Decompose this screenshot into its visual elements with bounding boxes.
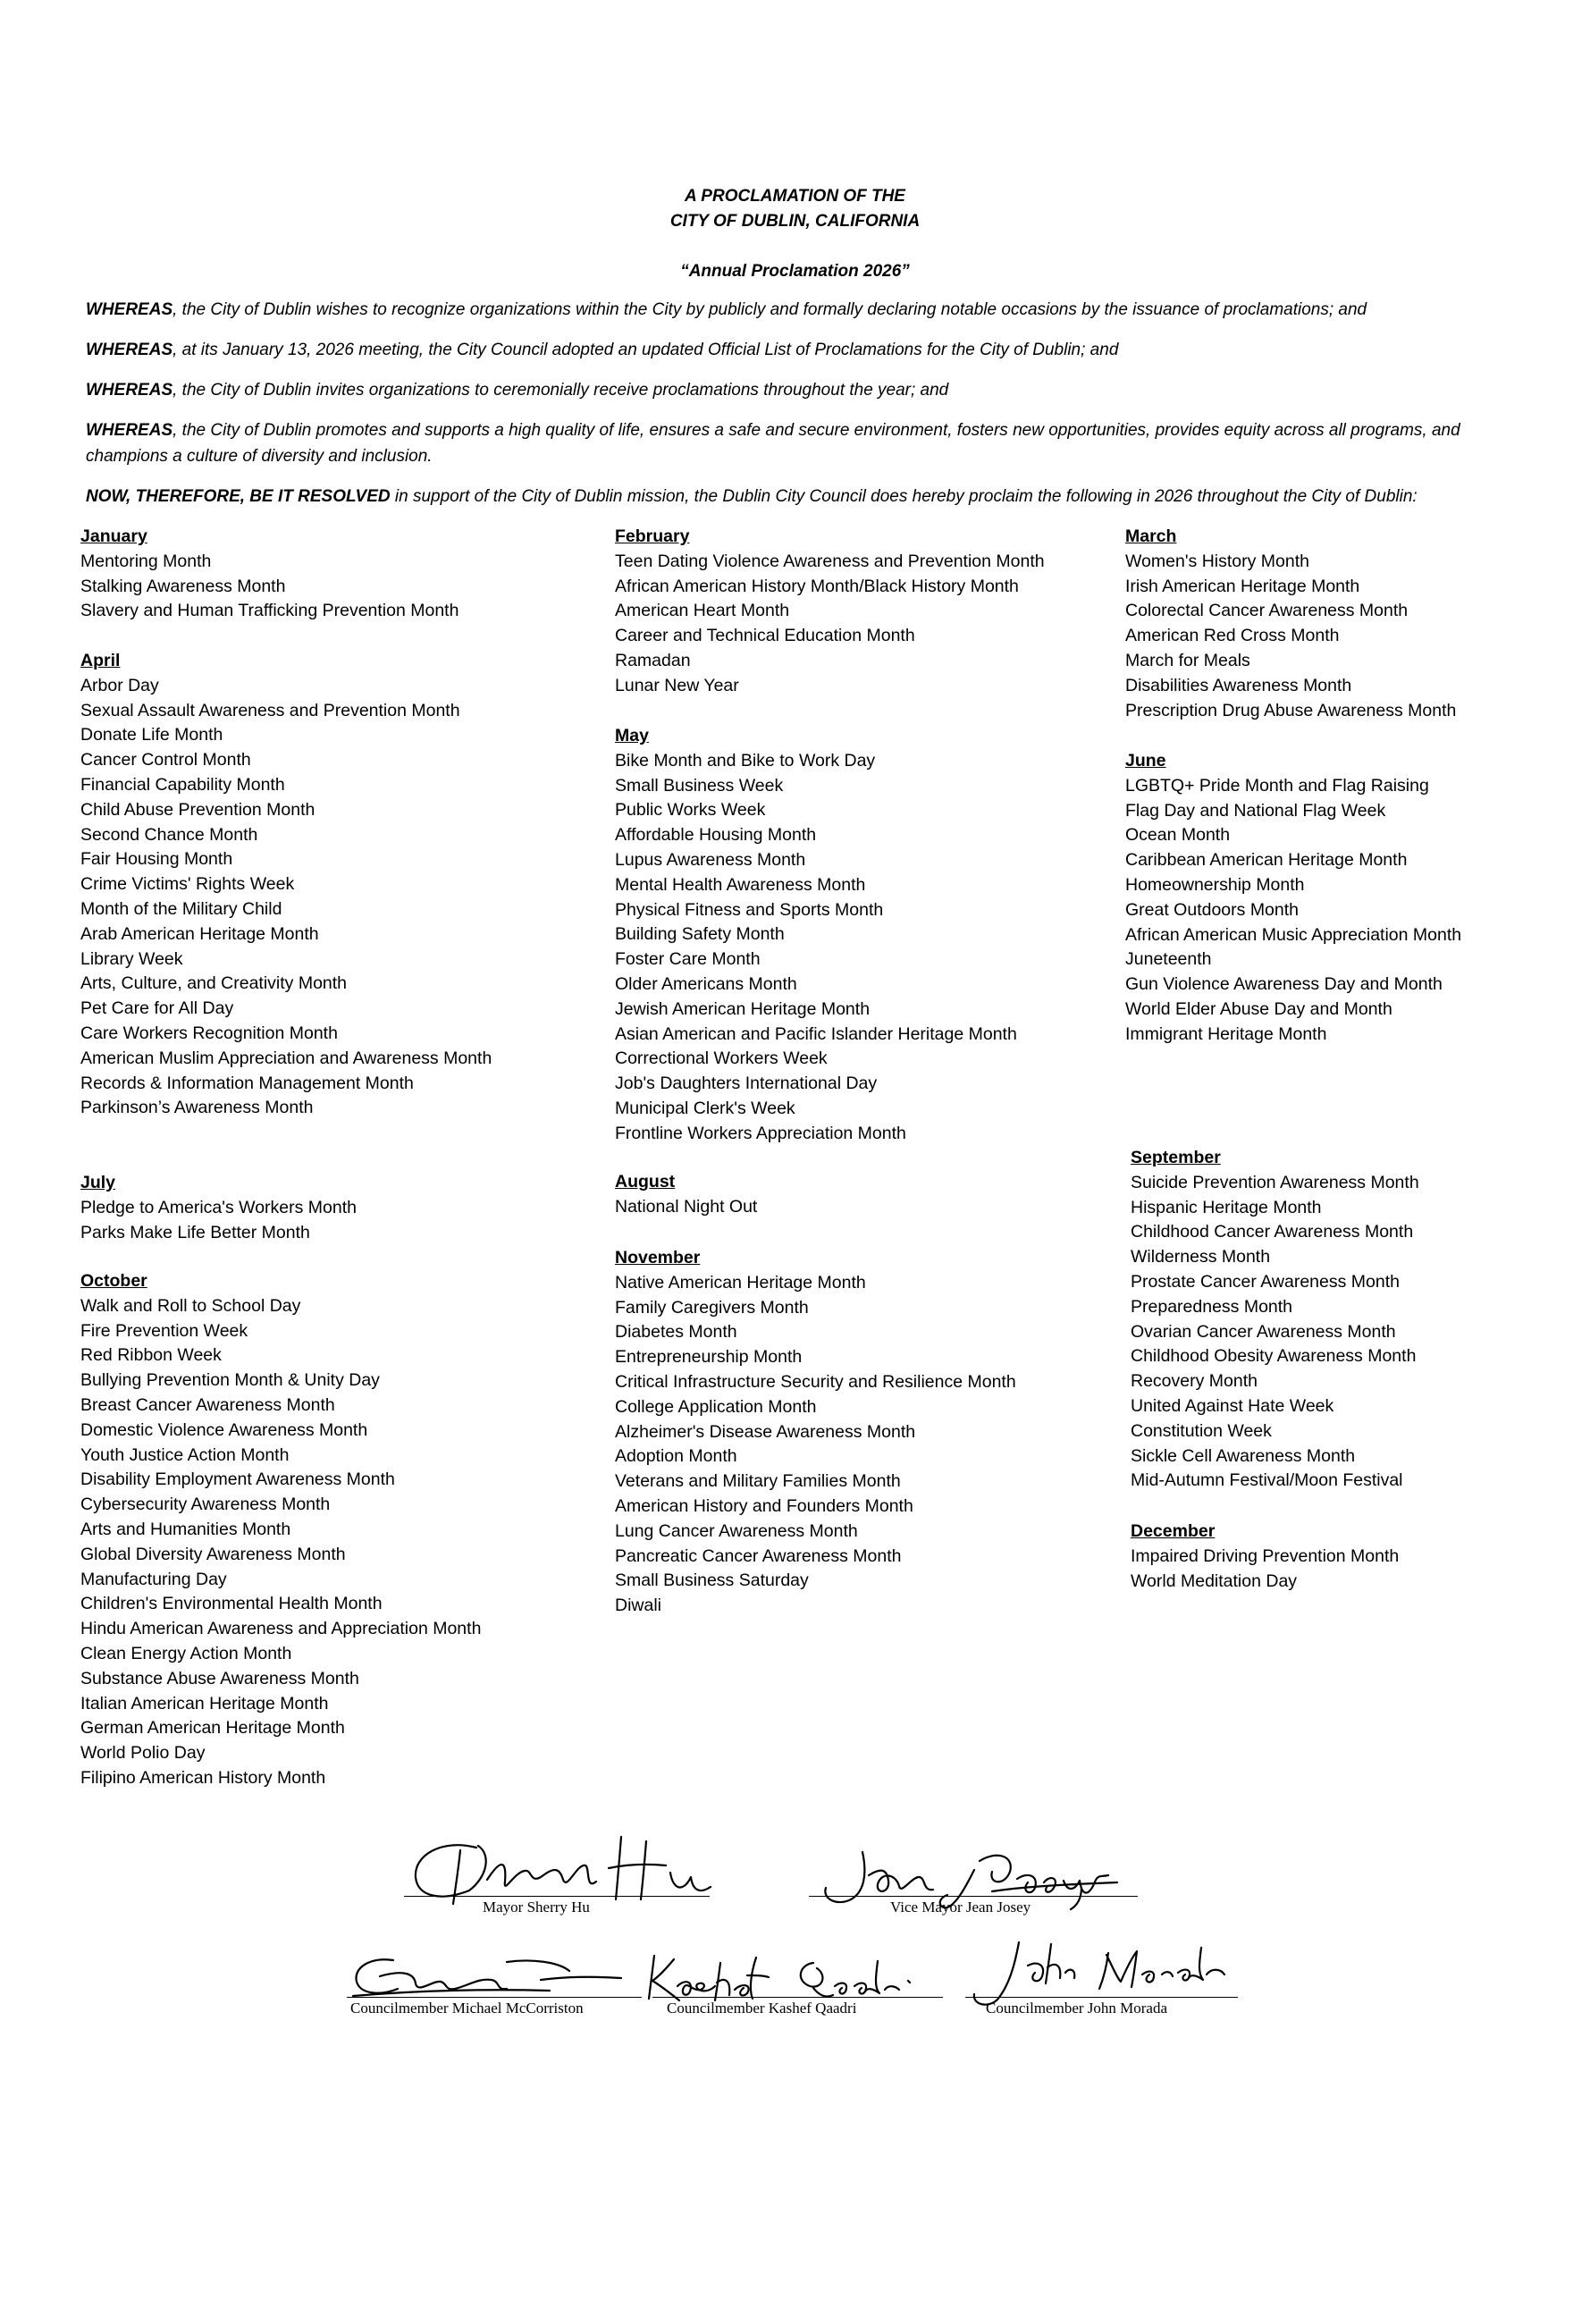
proclamation-item: Homeownership Month (1125, 874, 1305, 895)
proclamation-list (1125, 550, 1456, 724)
proclamation-item: Children's Environmental Health Month (80, 1594, 383, 1614)
proclamation-item: Mental Health Awareness Month (615, 874, 866, 895)
proclamation-item: Wilderness Month (1131, 1247, 1271, 1267)
proclamation-item: German American Heritage Month (80, 1718, 345, 1739)
proclamation-item: Hispanic Heritage Month (1131, 1197, 1322, 1217)
proclamation-item: Second Chance Month (80, 824, 258, 845)
proclamation-item: Bullying Prevention Month & Unity Day (80, 1370, 380, 1391)
proclamation-item: Family Caregivers Month (615, 1297, 809, 1318)
councilmember-qaadri-caption: Councilmember Kashef Qaadri (667, 2000, 857, 2017)
proclamation-item: Bike Month and Bike to Work Day (615, 750, 876, 770)
month-block-august (615, 1170, 757, 1220)
month-block-november (615, 1246, 1016, 1619)
proclamation-item: Child Abuse Prevention Month (80, 799, 315, 820)
proclamation-item: Pancreatic Cancer Awareness Month (615, 1545, 902, 1566)
councilmember-mccorriston-signature-line (347, 1997, 642, 1998)
proclamation-item: Juneteenth (1125, 949, 1212, 970)
whereas-clause-3: WHEREAS, the City of Dublin invites organizations to ceremonially receive proclamations throughout the year; and (86, 381, 949, 400)
proclamation-item: Lunar New Year (615, 675, 739, 695)
proclamation-item: Colorectal Cancer Awareness Month (1125, 601, 1409, 621)
proclamation-item: Building Safety Month (615, 924, 785, 945)
proclamation-item: Great Outdoors Month (1125, 899, 1300, 920)
proclamation-item: Cancer Control Month (80, 750, 251, 770)
proclamation-item: Hindu American Awareness and Appreciation Month (80, 1619, 482, 1639)
proclamation-item: Global Diversity Awareness Month (80, 1544, 346, 1564)
month-block-september (1131, 1146, 1419, 1494)
proclamation-item: Preparedness Month (1131, 1296, 1293, 1317)
proclamation-list (1125, 774, 1461, 1048)
councilmember-morada-caption: Councilmember John Morada (986, 2000, 1168, 2017)
proclamation-list (615, 550, 1045, 699)
proclamation-item: Ocean Month (1125, 825, 1231, 846)
proclamation-item: Slavery and Human Trafficking Prevention Month (80, 601, 459, 621)
resolved-clause: NOW, THEREFORE, BE IT RESOLVED in support of the City of Dublin mission, the Dublin City Council does hereby proclaim the following in 2026 throughout the City of Dublin: (86, 487, 1418, 506)
month-block-october (80, 1269, 481, 1791)
proclamation-item: Disabilities Awareness Month (1125, 675, 1352, 695)
proclamation-item: Adoption Month (615, 1446, 737, 1467)
proclamation-item: Immigrant Heritage Month (1125, 1023, 1327, 1044)
proclamation-item: Disability Employment Awareness Month (80, 1469, 395, 1490)
proclamation-item: Sexual Assault Awareness and Prevention Month (80, 700, 460, 720)
proclamation-item: Youth Justice Action Month (80, 1444, 290, 1465)
proclamation-list (80, 1294, 481, 1791)
proclamation-item: Physical Fitness and Sports Month (615, 899, 884, 920)
proclamation-item: National Night Out (615, 1196, 758, 1217)
proclamation-item: Suicide Prevention Awareness Month (1131, 1172, 1419, 1192)
proclamation-item: Library Week (80, 948, 183, 969)
proclamation-item: Entrepreneurship Month (615, 1347, 803, 1368)
proclamation-item: Older Americans Month (615, 973, 797, 994)
proclamation-item: Red Ribbon Week (80, 1345, 222, 1366)
proclamation-item: Caribbean American Heritage Month (1125, 850, 1408, 871)
proclamation-item: Manufacturing Day (80, 1569, 227, 1589)
proclamation-item: Italian American Heritage Month (80, 1693, 329, 1714)
proclamation-item: Sickle Cell Awareness Month (1131, 1445, 1356, 1466)
proclamation-item: Public Works Week (615, 800, 766, 821)
proclamation-item: Diabetes Month (615, 1322, 737, 1343)
proclamation-item: World Meditation Day (1131, 1570, 1298, 1591)
proclamation-item: Crime Victims' Rights Week (80, 874, 295, 895)
proclamation-item: Arbor Day (80, 675, 159, 695)
month-heading: February (615, 526, 690, 546)
month-heading: March (1125, 526, 1177, 546)
city-heading: CITY OF DUBLIN, CALIFORNIA (669, 212, 921, 231)
proclamation-item: Prostate Cancer Awareness Month (1131, 1271, 1400, 1292)
proclamation-item: Career and Technical Education Month (615, 626, 915, 646)
month-block-january (80, 525, 458, 624)
proclamation-item: Records & Information Management Month (80, 1073, 414, 1093)
proclamation-list (615, 749, 1017, 1147)
proclamation-item: Cybersecurity Awareness Month (80, 1495, 331, 1515)
proclamation-item: Childhood Cancer Awareness Month (1131, 1222, 1414, 1242)
month-block-june (1125, 749, 1461, 1048)
proclamation-item: Correctional Workers Week (615, 1048, 828, 1069)
proclamation-item: College Application Month (615, 1396, 817, 1417)
proclamation-item: American Heart Month (615, 601, 790, 621)
proclamation-item: Prescription Drug Abuse Awareness Month (1125, 700, 1457, 720)
proclamation-item: Arts and Humanities Month (80, 1519, 291, 1539)
proclamation-list (1131, 1545, 1399, 1595)
proclamation-item: Walk and Roll to School Day (80, 1295, 301, 1316)
month-heading: July (80, 1173, 116, 1192)
proclamation-item: African American History Month/Black History Month (615, 576, 1019, 596)
month-heading: August (615, 1172, 676, 1191)
proclamation-list (615, 1271, 1016, 1619)
proclamation-list (80, 1196, 357, 1246)
proclamation-list (615, 1195, 757, 1220)
proclamation-item: Fair Housing Month (80, 849, 233, 870)
proclamation-item: Municipal Clerk's Week (615, 1098, 795, 1118)
proclamation-item: LGBTQ+ Pride Month and Flag Raising (1125, 775, 1429, 796)
proclamation-item: American Muslim Appreciation and Awareness Month (80, 1048, 492, 1068)
proclamation-item: Substance Abuse Awareness Month (80, 1668, 359, 1688)
proclamation-item: Women's History Month (1125, 551, 1310, 571)
proclamation-item: Breast Cancer Awareness Month (80, 1394, 335, 1415)
proclamation-item: Alzheimer's Disease Awareness Month (615, 1421, 916, 1442)
proclamation-item: Affordable Housing Month (615, 825, 817, 846)
proclamation-item: Diwali (615, 1596, 662, 1616)
proclamation-item: Stalking Awareness Month (80, 576, 286, 596)
whereas-clause-4: WHEREAS, the City of Dublin promotes and supports a high quality of life, ensures a safe and secure environment, fosters new opportunities, provides equity across all programs, and champions a culture of diversity and inclusion. (86, 421, 1460, 466)
month-heading: June (1125, 751, 1166, 770)
proclamation-item: Pet Care for All Day (80, 998, 234, 1019)
proclamation-item: World Elder Abuse Day and Month (1125, 998, 1392, 1019)
month-heading: December (1131, 1521, 1216, 1541)
proclamation-item: Flag Day and National Flag Week (1125, 800, 1386, 821)
proclamation-item: World Polio Day (80, 1743, 206, 1764)
proclamation-item: American History and Founders Month (615, 1495, 913, 1516)
proclamation-list (80, 674, 492, 1121)
month-heading: October (80, 1271, 147, 1291)
proclamation-item: March for Meals (1125, 650, 1250, 670)
proclamation-item: Pledge to America's Workers Month (80, 1197, 357, 1217)
proclamation-item: Ovarian Cancer Awareness Month (1131, 1321, 1396, 1342)
proclamation-item: United Against Hate Week (1131, 1395, 1334, 1416)
whereas-clause-1: WHEREAS, the City of Dublin wishes to recognize organizations within the City by publicly and formally declaring notable occasions by the issuance of proclamations; and (86, 300, 1367, 319)
proclamation-item: Mentoring Month (80, 551, 212, 571)
proclamation-item: Impaired Driving Prevention Month (1131, 1545, 1400, 1566)
month-block-february (615, 525, 1045, 699)
proclamation-item: Foster Care Month (615, 949, 761, 970)
whereas-clause-2: WHEREAS, at its January 13, 2026 meeting, the City Council adopted an updated Official List of Proclamations for the City of Dublin; and (86, 341, 1119, 359)
councilmember-qaadri-signature-line (652, 1997, 943, 1998)
proclamation-item: Recovery Month (1131, 1371, 1258, 1392)
proclamation-item: Arts, Culture, and Creativity Month (80, 973, 348, 994)
councilmember-mccorriston-caption: Councilmember Michael McCorriston (350, 2000, 584, 2017)
proclamation-item: Parks Make Life Better Month (80, 1222, 310, 1242)
proclamation-item: Constitution Week (1131, 1420, 1272, 1441)
proclamation-item: Clean Energy Action Month (80, 1643, 292, 1663)
proclamation-item: Job's Daughters International Day (615, 1074, 878, 1094)
proclamation-item: Donate Life Month (80, 725, 223, 745)
month-heading: September (1131, 1148, 1221, 1167)
proclamation-item: Ramadan (615, 650, 691, 670)
mayor-signature-line (404, 1896, 710, 1897)
proclamation-heading: A PROCLAMATION OF THE (685, 187, 905, 206)
vice-mayor-signature-line (809, 1896, 1138, 1897)
proclamation-list (1131, 1171, 1419, 1494)
proclamation-item: Small Business Saturday (615, 1570, 809, 1591)
month-block-july (80, 1171, 357, 1245)
proclamation-item: Financial Capability Month (80, 774, 285, 795)
proclamation-item: Frontline Workers Appreciation Month (615, 1123, 906, 1143)
councilmember-morada-signature-line (965, 1997, 1238, 1998)
proclamation-item: Domestic Violence Awareness Month (80, 1419, 368, 1440)
month-heading: April (80, 651, 121, 670)
councilmember-qaadri-signature (644, 1950, 947, 2004)
proclamation-item: Veterans and Military Families Month (615, 1471, 901, 1492)
month-block-december (1131, 1520, 1399, 1594)
proclamation-item: Filipino American History Month (80, 1767, 326, 1788)
proclamation-item: Gun Violence Awareness Day and Month (1125, 974, 1443, 995)
mayor-caption: Mayor Sherry Hu (483, 1899, 590, 1916)
proclamation-list (80, 550, 458, 624)
proclamation-item: Asian American and Pacific Islander Heritage Month (615, 1023, 1017, 1044)
proclamation-item: Fire Prevention Week (80, 1320, 248, 1341)
proclamation-item: Mid-Autumn Festival/Moon Festival (1131, 1470, 1403, 1491)
vice-mayor-caption: Vice Mayor Jean Josey (890, 1899, 1031, 1916)
proclamation-item: Small Business Week (615, 775, 784, 796)
month-block-may (615, 724, 1017, 1147)
proclamation-item: Teen Dating Violence Awareness and Prevention Month (615, 551, 1045, 571)
proclamation-item: Care Workers Recognition Month (80, 1023, 338, 1043)
month-heading: November (615, 1248, 701, 1267)
month-heading: May (615, 726, 649, 745)
proclamation-item: Month of the Military Child (80, 898, 282, 919)
proclamation-title: “Annual Proclamation 2026” (680, 262, 910, 281)
proclamation-item: African American Music Appreciation Month (1125, 924, 1462, 945)
proclamation-item: Lung Cancer Awareness Month (615, 1520, 858, 1541)
proclamation-item: Jewish American Heritage Month (615, 998, 871, 1019)
proclamation-item: Childhood Obesity Awareness Month (1131, 1346, 1417, 1367)
proclamation-item: Irish American Heritage Month (1125, 576, 1360, 596)
proclamation-item: Lupus Awareness Month (615, 849, 806, 870)
proclamation-item: American Red Cross Month (1125, 626, 1340, 646)
month-block-march (1125, 525, 1456, 723)
proclamation-item: Native American Heritage Month (615, 1272, 866, 1293)
proclamation-item: Arab American Heritage Month (80, 923, 319, 944)
proclamation-item: Critical Infrastructure Security and Resilience Month (615, 1371, 1016, 1392)
proclamation-item: Parkinson’s Awareness Month (80, 1098, 314, 1118)
month-heading: January (80, 526, 147, 546)
month-block-april (80, 649, 492, 1121)
